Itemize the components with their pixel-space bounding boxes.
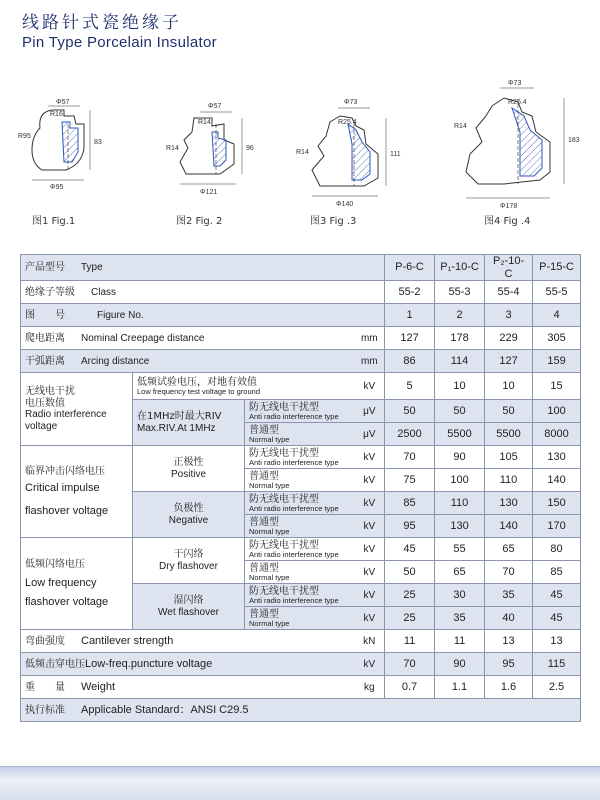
cell-value: 90 <box>435 653 485 676</box>
row-label: 绝缘子等级 Class <box>21 281 355 304</box>
dim-label: 111 <box>390 151 401 158</box>
sub-label-positive: 正极性 Positive <box>133 446 245 492</box>
row-label: 图 号 Figure No. <box>21 304 355 327</box>
dim-label: R25.4 <box>338 119 357 126</box>
cell-value: 229 <box>485 327 533 350</box>
cell-value: 3 <box>485 304 533 327</box>
row-label: 普通型 Normal type <box>245 469 355 492</box>
unit-label: kV <box>355 515 385 538</box>
group-label-riv: 无线电干扰 电压数值 Radio interference voltage <box>21 373 133 446</box>
sub-label-wet: 湿闪络 Wet flashover <box>133 584 245 630</box>
row-label: 防无线电干扰型 Anti radio interference type <box>245 538 355 561</box>
unit-label: kg <box>355 676 385 699</box>
dim-label: R14 <box>198 119 211 126</box>
cell-value: 1 <box>385 304 435 327</box>
spec-table-container <box>20 254 580 722</box>
insulator-drawing-4 <box>438 76 588 226</box>
cell-value: 55-2 <box>385 281 435 304</box>
row-label: 普通型 Normal type <box>245 607 355 630</box>
cell-value: 2 <box>435 304 485 327</box>
figures-row <box>18 76 588 228</box>
cell-value: 115 <box>533 653 581 676</box>
insulator-drawing-1 <box>18 94 138 224</box>
row-label: 产品型号 Type <box>21 255 355 281</box>
unit-label: μV <box>355 400 385 423</box>
cell-value: 10 <box>435 373 485 400</box>
cell-value: 127 <box>485 350 533 373</box>
unit-label: kV <box>355 584 385 607</box>
unit-label: kV <box>355 607 385 630</box>
unit-label: mm <box>355 327 385 350</box>
footer-band <box>0 766 600 800</box>
cell-value: 50 <box>385 400 435 423</box>
figure-caption: 图4 Fig .4 <box>484 216 531 227</box>
insulator-drawing-3 <box>290 94 430 224</box>
cell-value: 130 <box>485 492 533 515</box>
cell-value: 70 <box>485 561 533 584</box>
row-standard <box>21 699 581 722</box>
cell-value: 10 <box>485 373 533 400</box>
cell-value: 2500 <box>385 423 435 446</box>
unit-label: kV <box>355 653 385 676</box>
group-label-impulse: 临界冲击闪络电压 Critical impulse flashover voltage <box>21 446 133 538</box>
cell-value: 178 <box>435 327 485 350</box>
unit-label: mm <box>355 350 385 373</box>
row-riv-lf-voltage <box>21 373 581 400</box>
dim-label: Φ140 <box>336 201 354 208</box>
dim-label: R95 <box>18 133 31 140</box>
cell-value: 105 <box>485 446 533 469</box>
cell-value: 114 <box>435 350 485 373</box>
unit-label: kV <box>355 538 385 561</box>
cell-value: 8000 <box>533 423 581 446</box>
cell-value: 55 <box>435 538 485 561</box>
unit-label: kV <box>355 373 385 400</box>
cell-value: 305 <box>533 327 581 350</box>
row-label: 防无线电干扰型 Anti radio interference type <box>245 446 355 469</box>
cell-value: 140 <box>485 515 533 538</box>
dim-label: R14 <box>296 149 309 156</box>
cell-value: 140 <box>533 469 581 492</box>
cell-value: 15 <box>533 373 581 400</box>
cell-value: 85 <box>385 492 435 515</box>
dim-label: R16 <box>50 111 63 118</box>
row-label: 爬电距离 Nominal Creepage distance <box>21 327 355 350</box>
unit-label: kV <box>355 446 385 469</box>
row-cantilever <box>21 630 581 653</box>
page-title-cn: 线路针式瓷绝缘子 <box>22 13 182 33</box>
row-label: 防无线电干扰型 Anti radio interference type <box>245 400 355 423</box>
figure-caption: 图3 Fig .3 <box>310 216 357 227</box>
cell-value: 30 <box>435 584 485 607</box>
cell-value: 45 <box>533 584 581 607</box>
row-label: 重 量 Weight <box>21 676 355 699</box>
figure-caption: 图1 Fig.1 <box>32 216 76 227</box>
sub-label-negative: 负极性 Negative <box>133 492 245 538</box>
cell-value: 90 <box>435 446 485 469</box>
figure-4 <box>438 76 588 226</box>
dim-label: Φ121 <box>200 189 218 196</box>
figure-2 <box>158 94 288 227</box>
cell-value: 4 <box>533 304 581 327</box>
cell-value: P-15-C <box>533 255 581 281</box>
cell-value: 159 <box>533 350 581 373</box>
row-label: 干弧距离 Arcing distance <box>21 350 355 373</box>
cell-value: 85 <box>533 561 581 584</box>
cell-value: 11 <box>435 630 485 653</box>
insulator-drawing-2 <box>158 94 288 224</box>
cell-value: 75 <box>385 469 435 492</box>
cell-value: 110 <box>485 469 533 492</box>
spec-table <box>20 254 581 722</box>
row-class <box>21 281 581 304</box>
cell-value: 11 <box>385 630 435 653</box>
cell-value: 50 <box>385 561 435 584</box>
row-weight <box>21 676 581 699</box>
cell-value: 2.5 <box>533 676 581 699</box>
cell-value: P-6-C <box>385 255 435 281</box>
row-puncture <box>21 653 581 676</box>
cell-value: 95 <box>385 515 435 538</box>
cell-value: 1.1 <box>435 676 485 699</box>
cell-value: 150 <box>533 492 581 515</box>
page-title-en: Pin Type Porcelain Insulator <box>22 34 217 51</box>
row-label: 普通型 Normal type <box>245 423 355 446</box>
row-impulse-pos-anti <box>21 446 581 469</box>
cell-value: P₁-10-C <box>435 255 485 281</box>
cell-value: 55-5 <box>533 281 581 304</box>
cell-value: 65 <box>435 561 485 584</box>
cell-value: 5500 <box>435 423 485 446</box>
sub-label-max-riv: 在1MHz时最大RIV Max.RIV.At 1MHz <box>133 400 245 446</box>
cell-value: P₂-10-C <box>485 255 533 281</box>
cell-value: 35 <box>435 607 485 630</box>
cell-value: 170 <box>533 515 581 538</box>
cell-value: 100 <box>533 400 581 423</box>
unit-label: kV <box>355 561 385 584</box>
cell-value: 45 <box>533 607 581 630</box>
dim-label: Φ95 <box>50 184 64 191</box>
dim-label: 183 <box>568 137 580 144</box>
dim-label: Φ178 <box>500 203 518 210</box>
row-type <box>21 255 581 281</box>
figure-3 <box>290 94 430 227</box>
cell-value: 55-4 <box>485 281 533 304</box>
row-label: 执行标准 Applicable Standard：ANSI C29.5 <box>21 699 581 722</box>
cell-value: 95 <box>485 653 533 676</box>
cell-value: 5 <box>385 373 435 400</box>
cell-value: 13 <box>533 630 581 653</box>
cell-value: 5500 <box>485 423 533 446</box>
cell-value: 86 <box>385 350 435 373</box>
unit-label: kV <box>355 469 385 492</box>
cell-value: 70 <box>385 446 435 469</box>
cell-value: 13 <box>485 630 533 653</box>
cell-value: 110 <box>435 492 485 515</box>
cell-value: 35 <box>485 584 533 607</box>
row-label: 弯曲强度 Cantilever strength <box>21 630 355 653</box>
cell-value: 25 <box>385 607 435 630</box>
row-figure-no <box>21 304 581 327</box>
dim-label: R14 <box>166 145 179 152</box>
dim-label: R25.4 <box>508 99 527 106</box>
figure-caption: 图2 Fig. 2 <box>176 216 223 227</box>
cell-value: 40 <box>485 607 533 630</box>
group-label-lowfreq: 低频闪络电压 Low frequency flashover voltage <box>21 538 133 630</box>
row-label: 低频击穿电压Low-freq.puncture voltage <box>21 653 355 676</box>
cell-value: 80 <box>533 538 581 561</box>
row-lf-dry-anti <box>21 538 581 561</box>
cell-value: 50 <box>435 400 485 423</box>
unit-label: μV <box>355 423 385 446</box>
dim-label: 96 <box>246 145 254 152</box>
cell-value: 65 <box>485 538 533 561</box>
dim-label: Φ73 <box>344 99 358 106</box>
cell-value: 0.7 <box>385 676 435 699</box>
cell-value: 130 <box>435 515 485 538</box>
figure-1 <box>18 94 138 227</box>
row-label: 普通型 Normal type <box>245 561 355 584</box>
sub-label-dry: 干闪络 Dry flashover <box>133 538 245 584</box>
unit-label: kV <box>355 492 385 515</box>
dim-label: R14 <box>454 123 467 130</box>
cell-value: 127 <box>385 327 435 350</box>
cell-value: 100 <box>435 469 485 492</box>
row-label: 防无线电干扰型 Anti radio interference type <box>245 492 355 515</box>
row-label: 防无线电干扰型 Anti radio interference type <box>245 584 355 607</box>
cell-value: 25 <box>385 584 435 607</box>
row-label: 低频试验电压，对地有效值 Low frequency test voltage to ground <box>133 373 355 400</box>
dim-label: Φ57 <box>56 99 70 106</box>
dim-label: 83 <box>94 139 102 146</box>
cell-value: 50 <box>485 400 533 423</box>
cell-value: 130 <box>533 446 581 469</box>
cell-value: 70 <box>385 653 435 676</box>
row-creepage <box>21 327 581 350</box>
row-arcing <box>21 350 581 373</box>
dim-label: Φ73 <box>508 80 522 87</box>
cell-value: 45 <box>385 538 435 561</box>
dim-label: Φ57 <box>208 103 222 110</box>
unit-label: kN <box>355 630 385 653</box>
cell-value: 1.6 <box>485 676 533 699</box>
cell-value: 55-3 <box>435 281 485 304</box>
row-label: 普通型 Normal type <box>245 515 355 538</box>
